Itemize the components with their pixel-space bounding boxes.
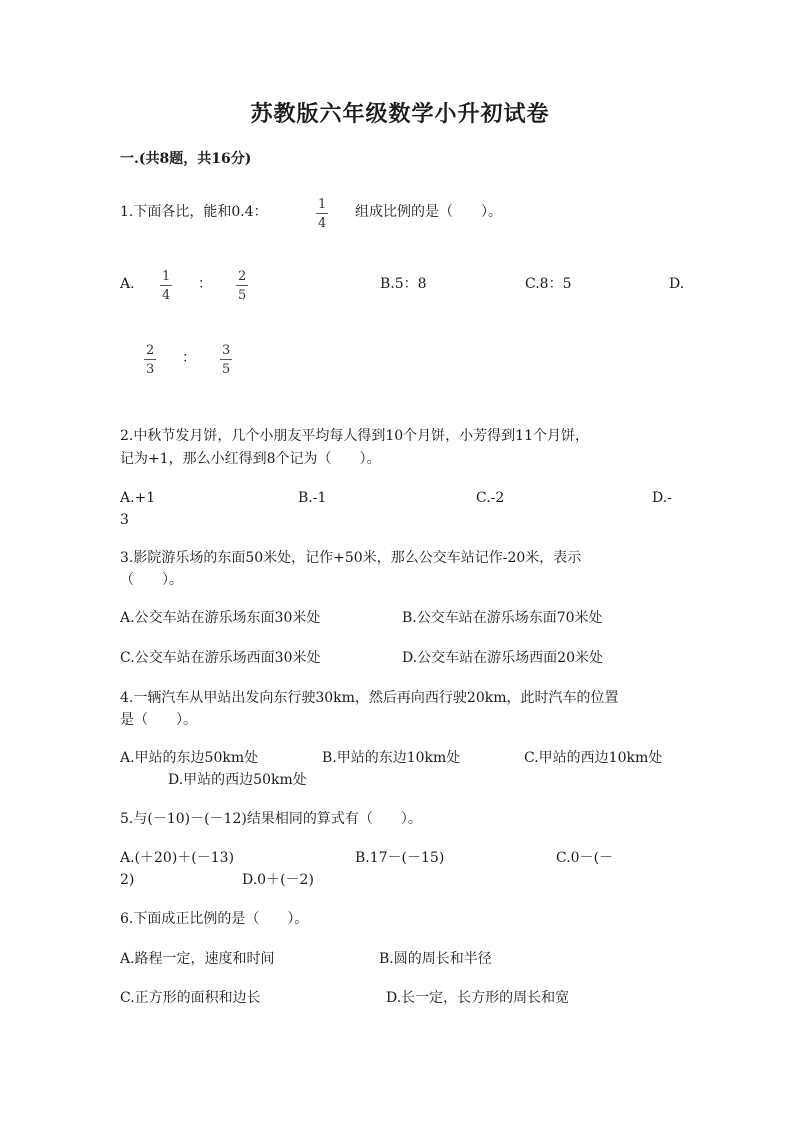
fraction-denominator: 5 xyxy=(222,362,231,377)
q1-option-d-fraction-1 xyxy=(144,344,156,376)
fraction-denominator: 5 xyxy=(238,288,247,303)
q3-option-b: B.公交车站在游乐场东面70米处 xyxy=(402,610,603,626)
q2-option-d: D.- xyxy=(652,490,672,506)
q5-option-d: D.0＋(－2) xyxy=(242,872,314,888)
q1-option-a-fraction-2 xyxy=(236,270,248,302)
q1-option-a-label: A. xyxy=(120,276,135,292)
q6-stem: 6.下面成正比例的是（ ）。 xyxy=(120,911,309,927)
q2-stem-line-1: 2.中秋节发月饼，几个小朋友平均每人得到10个月饼，小芳得到11个月饼， xyxy=(120,428,589,444)
fraction-numerator: 2 xyxy=(146,343,155,358)
q4-option-c: C.甲站的西边10km处 xyxy=(524,750,663,766)
q1-option-d-colon: ： xyxy=(182,350,196,366)
q3-option-d: D.公交车站在游乐场西面20米处 xyxy=(402,650,603,666)
q4-option-b: B.甲站的东边10km处 xyxy=(322,750,461,766)
q3-option-c: C.公交车站在游乐场西面30米处 xyxy=(120,650,321,666)
fraction-denominator: 4 xyxy=(318,216,327,231)
q1-stem-before: 1.下面各比，能和0.4： xyxy=(120,204,268,220)
q2-option-a: A.+1 xyxy=(120,490,156,506)
page-title: 苏教版六年级数学小升初试卷 xyxy=(250,101,550,127)
fraction-numerator: 2 xyxy=(238,269,247,284)
q4-stem-line-2: 是（ ）。 xyxy=(120,712,197,728)
q6-option-b: B.圆的周长和半径 xyxy=(379,951,492,967)
q6-option-d: D.长一定，长方形的周长和宽 xyxy=(386,990,570,1006)
q1-option-a-fraction-1 xyxy=(160,270,172,302)
q1-stem-fraction xyxy=(316,198,328,230)
q4-stem-line-1: 4.一辆汽车从甲站出发向东行驶30km，然后再向西行驶20km，此时汽车的位置 xyxy=(120,690,619,706)
q4-option-d: D.甲站的西边50km处 xyxy=(168,772,307,788)
q2-option-d-wrap: 3 xyxy=(120,512,129,528)
q2-option-b: B.-1 xyxy=(298,490,327,506)
q1-stem-after: 组成比例的是（ ）。 xyxy=(355,204,502,220)
q6-option-c: C.正方形的面积和边长 xyxy=(120,990,261,1006)
q3-stem-line-2: （ ）。 xyxy=(120,572,183,588)
fraction-denominator: 4 xyxy=(162,288,171,303)
fraction-denominator: 3 xyxy=(146,362,155,377)
q5-option-c-wrap: 2) xyxy=(120,872,135,888)
q1-option-a-colon: ： xyxy=(198,276,212,292)
q3-stem-line-1: 3.影院游乐场的东面50米处，记作+50米，那么公交车站记作-20米，表示 xyxy=(120,550,582,566)
fraction-numerator: 1 xyxy=(162,269,171,284)
fraction-numerator: 3 xyxy=(222,343,231,358)
q1-option-c: C.8：5 xyxy=(525,276,572,292)
q5-option-b: B.17－(－15) xyxy=(355,850,445,866)
q2-option-c: C.-2 xyxy=(476,490,505,506)
q5-option-c: C.0－(－ xyxy=(556,850,614,866)
q1-option-b: B.5：8 xyxy=(380,276,427,292)
fraction-numerator: 1 xyxy=(318,197,327,212)
q6-option-a: A.路程一定，速度和时间 xyxy=(120,951,275,967)
section-heading: 一.(共8题，共16分) xyxy=(120,151,252,167)
q5-stem: 5.与(－10)－(－12)结果相同的算式有（ ）。 xyxy=(120,811,422,827)
q1-option-d-label: D. xyxy=(669,276,685,292)
q5-option-a: A.(＋20)＋(－13) xyxy=(120,850,235,866)
q1-option-d-fraction-2 xyxy=(220,344,232,376)
q4-option-a: A.甲站的东边50km处 xyxy=(120,750,259,766)
q2-stem-line-2: 记为+1，那么小红得到8个记为（ ）。 xyxy=(120,451,381,467)
q3-option-a: A.公交车站在游乐场东面30米处 xyxy=(120,610,321,626)
